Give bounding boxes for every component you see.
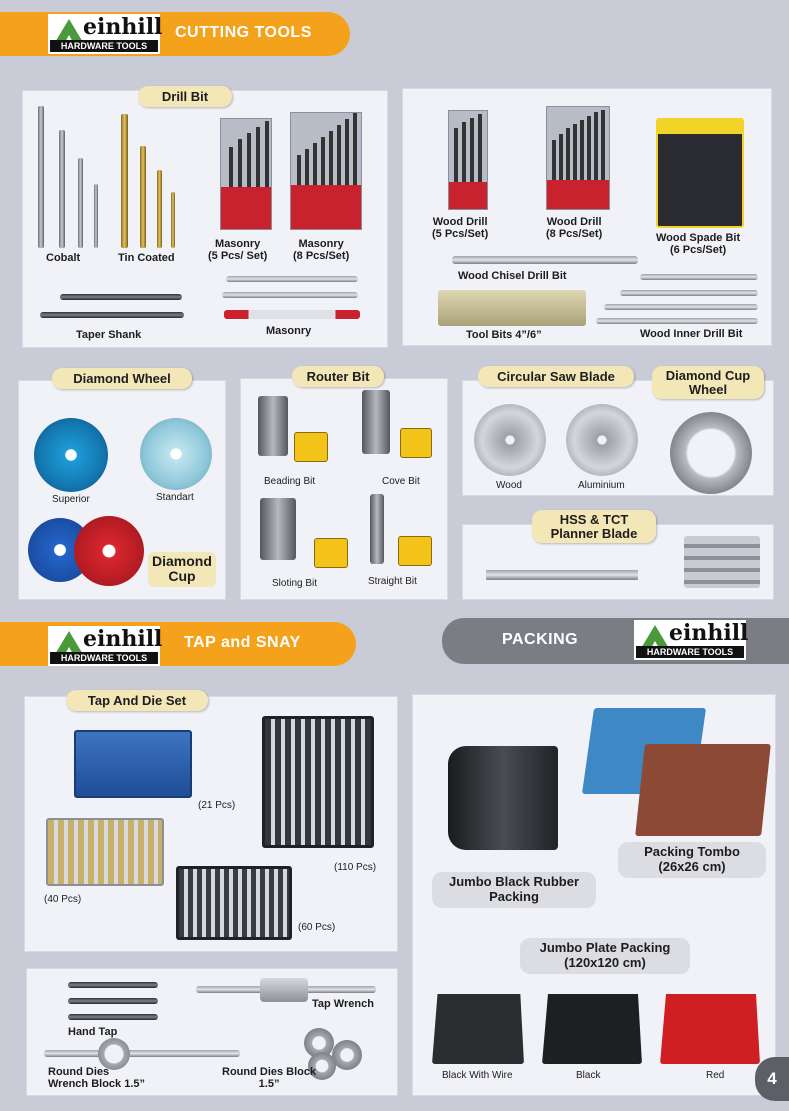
wood-drill-8-pack [546,106,610,210]
sloting-bit-drawing [260,498,296,560]
tap-wrench-label: Tap Wrench [312,998,374,1010]
wood-drill-5-pack [448,110,488,210]
masonry-rod-3 [224,310,360,319]
wood-saw-label: Wood [496,480,522,491]
logo-subtitle: HARDWARE TOOLS [50,40,158,52]
beading-label: Beading Bit [264,476,316,487]
black-wire-label: Black With Wire [442,1070,513,1081]
sloting-profile [314,538,348,568]
tin-bit-1 [121,114,128,248]
hand-tap-1 [68,982,158,988]
masonry-rod-1 [226,276,358,282]
sloting-label: Sloting Bit [272,578,318,589]
taper-shank-label: Taper Shank [76,329,142,341]
cobalt-bit-2 [59,130,65,248]
plate-red [660,994,760,1064]
inner-drill-4 [596,318,758,324]
wood-drill-5-label: Wood Drill (5 Pcs/Set) [432,216,489,241]
wood-saw-blade [474,404,546,476]
superior-label: Superior [52,494,90,505]
logo-wordmark: einhill [669,620,749,646]
inner-drill-2 [620,290,758,296]
tap-die-21-kit [74,730,192,798]
masonry-5-pack [220,118,272,230]
masonry-rod-2 [222,292,358,298]
beading-profile [294,432,328,462]
router-bit-title: Router Bit [292,366,384,387]
aluminium-saw-blade [566,404,638,476]
einhill-logo [48,14,163,54]
logo-subtitle: HARDWARE TOOLS [50,652,158,664]
cobalt-bit-3 [78,158,83,248]
inner-drill-1 [640,274,758,280]
diamond-cup-wheel [670,412,752,494]
tap-die-40-kit [46,818,164,886]
tap-die-40-label: (40 Pcs) [44,894,82,905]
tombo-label: Packing Tombo (26x26 cm) [618,842,766,878]
hand-tap-3 [68,1014,158,1020]
drill-bit-title: Drill Bit [138,86,232,107]
tool-bits-label: Tool Bits 4”/6” [466,329,542,341]
page-number: 4 [755,1057,789,1101]
taper-shank-bit-1 [60,294,182,300]
logo-wordmark: einhill [83,626,163,652]
tap-die-21-label: (21 Pcs) [198,800,236,811]
tap-die-60-kit [176,866,292,940]
round-die-2 [332,1040,362,1070]
inner-drill-3 [604,304,758,310]
tap-die-110-kit [262,716,374,848]
section-title-cutting-tools: CUTTING TOOLS [175,24,312,41]
diamond-cup-label: Diamond Cup [148,552,216,587]
tin-bit-4 [171,192,175,248]
round-dies-wrench-label: Round Dies Wrench Block 1.5” [48,1066,145,1091]
tap-die-60-label: (60 Pcs) [298,922,336,933]
diamond-cup-red [74,516,144,586]
taper-shank-bit-2 [40,312,184,318]
straight-bit-drawing [370,494,384,564]
tombo-sheet-brown [635,744,771,836]
tin-coated-label: Tin Coated [118,252,175,264]
tool-bits [438,290,586,326]
tap-die-110-label: (110 Pcs) [334,862,377,873]
cobalt-bit-1 [38,106,44,248]
inner-drill-label: Wood Inner Drill Bit [640,328,743,340]
standart-wheel [140,418,212,490]
jumbo-plate-label: Jumbo Plate Packing (120x120 cm) [520,938,690,974]
hand-tap-label: Hand Tap [68,1026,118,1038]
tin-bit-2 [140,146,146,248]
cove-label: Cove Bit [382,476,420,487]
cove-profile [400,428,432,458]
tap-die-title: Tap And Die Set [66,690,208,711]
diamond-cup-wheel-title: Diamond Cup Wheel [652,366,764,399]
section-title-packing: PACKING [502,631,579,648]
straight-label: Straight Bit [368,576,417,587]
diamond-wheel-title: Diamond Wheel [52,368,192,389]
wood-chisel-drill [452,256,638,264]
round-dies-wrench-drawing [44,1050,240,1057]
tap-wrench-block [260,978,308,1002]
plate-black [542,994,642,1064]
cobalt-label: Cobalt [46,252,81,264]
round-dies-block-label: Round Dies Block 1.5” [222,1066,317,1091]
circular-saw-title: Circular Saw Blade [478,366,634,387]
red-label: Red [706,1070,725,1081]
superior-wheel [34,418,108,492]
cove-bit-drawing [362,390,390,454]
jumbo-rubber-roll [448,746,558,850]
standart-label: Standart [156,492,194,503]
einhill-logo-3 [634,620,749,660]
cobalt-bit-4 [94,184,98,248]
logo-subtitle: HARDWARE TOOLS [636,646,744,658]
hand-tap-2 [68,998,158,1004]
planner-blade-set [684,536,760,588]
beading-bit-drawing [258,396,288,456]
wood-drill-8-label: Wood Drill (8 Pcs/Set) [546,216,603,241]
masonry-8-label: Masonry (8 Pcs/Set) [293,238,350,263]
wood-chisel-label: Wood Chisel Drill Bit [458,270,567,282]
aluminium-saw-label: Aluminium [578,480,625,491]
planner-blade-long [486,570,638,580]
masonry-label: Masonry [266,325,312,337]
masonry-5-label: Masonry (5 Pcs/ Set) [208,238,268,263]
straight-profile [398,536,432,566]
masonry-8-pack [290,112,362,230]
planner-blade-title: HSS & TCT Planner Blade [532,510,656,543]
wood-spade-pack [656,118,744,228]
einhill-logo-2 [48,626,163,666]
tin-bit-3 [157,170,162,248]
black-label: Black [576,1070,601,1081]
jumbo-black-label: Jumbo Black Rubber Packing [432,872,596,908]
logo-wordmark: einhill [83,14,163,40]
wood-spade-label: Wood Spade Bit (6 Pcs/Set) [656,232,741,257]
plate-black-wire [432,994,524,1064]
section-title-tap-snay: TAP and SNAY [184,634,301,651]
